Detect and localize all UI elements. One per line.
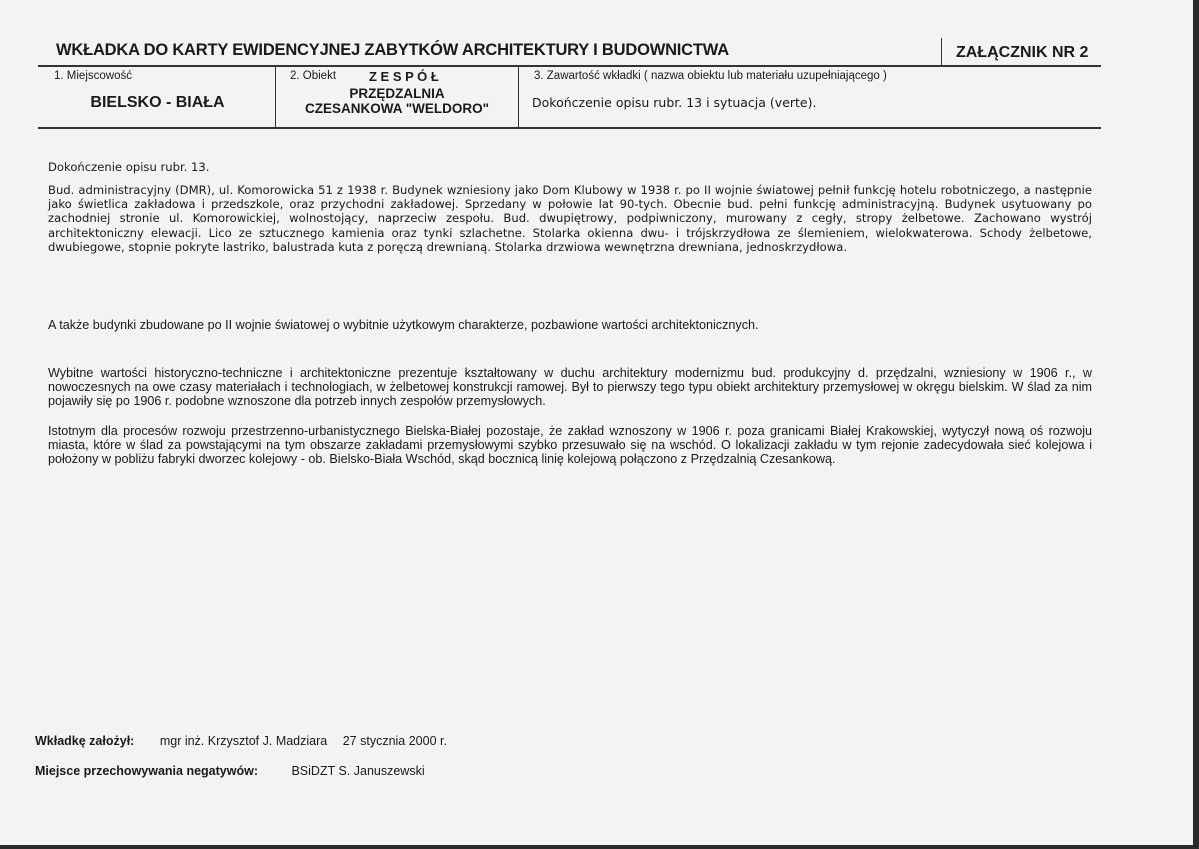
form-title: WKŁADKA DO KARTY EWIDENCYJNEJ ZABYTKÓW ARCHITEKTURY I BUDOWNICTWA — [56, 41, 729, 59]
header-rule-bottom — [38, 127, 1101, 129]
object-value-line1: Z E S P Ó Ł — [369, 69, 439, 84]
body-heading: Dokończenie opisu rubr. 13. — [48, 160, 210, 174]
object-value-line3: CZESANKOWA "WELDORO" — [304, 101, 490, 116]
annex-number: ZAŁĄCZNIK NR 2 — [956, 44, 1089, 61]
date: 27 stycznia 2000 r. — [342, 734, 447, 748]
object-label: 2. Obiekt — [290, 70, 337, 82]
object-value-line2: PRZĘDZALNIA — [349, 86, 445, 101]
object-value — [278, 86, 516, 116]
title-divider — [941, 38, 942, 66]
author-label: Wkładkę założył: — [35, 734, 135, 748]
author-value: mgr inż. Krzysztof J. Madziara — [159, 734, 328, 748]
locality-label: 1. Miejscowość — [54, 70, 132, 82]
locality-value: BIELSKO - BIAŁA — [90, 94, 225, 111]
author-row — [35, 734, 447, 748]
scan-edge-bottom — [0, 845, 1199, 849]
content-label: 3. Zawartość wkładki ( nazwa obiektu lub materiału uzupełniającego ) — [534, 70, 887, 82]
negatives-row — [35, 764, 425, 778]
column-divider — [518, 66, 519, 128]
scan-edge-right — [1193, 0, 1199, 849]
content-value: Dokończenie opisu rubr. 13 i sytuacja (verte). — [532, 95, 817, 110]
body-paragraph: Wybitne wartości historyczno-techniczne i architektoniczne prezentuje kształtowany w duchu architektury modernizmu bud. produkcyjny d. przędzalni, wzniesiony w 1906 r., w nowoczesnych na owe czasy materiałach i technologiach, w żelbetowej konstrukcji ramowej. Był to pierwszy tego typu obiekt architektury przemysłowej w okręgu bielskim. W ślad za nim pojawiły się po 1906 r. podobne wznoszone dla potrzeb innych zespołów przemysłowych. — [48, 366, 1092, 409]
column-divider — [275, 66, 276, 128]
body-paragraph: A także budynki zbudowane po II wojnie światowej o wybitnie użytkowym charakterze, pozbawione wartości architektonicznych. — [48, 318, 759, 332]
body-paragraph: Istotnym dla procesów rozwoju przestrzenno-urbanistycznego Bielska-Białej pozostaje, że zakład wznoszony w 1906 r. poza granicami Białej Krakowskiej, wytyczył nową oś rozwoju miasta, które w ślad za powstającymi na tym obszarze zakładami przemysłowymi szybko przesuwało się na wschód. O lokalizacji zakładu w tym rejonie zadecydowała sieć kolejowa i położony w pobliżu fabryki dworzec kolejowy - ob. Bielsko-Biała Wschód, skąd bocznicą linię kolejową połączono z Przędzalnią Czesankową. — [48, 424, 1092, 467]
negatives-label: Miejsce przechowywania negatywów: — [35, 764, 258, 778]
body-paragraph: Bud. administracyjny (DMR), ul. Komorowicka 51 z 1938 r. Budynek wzniesiony jako Dom Klubowy w 1938 r. po II wojnie światowej pełnił funkcję hotelu robotniczego, a następnie jako świetlica zakładowa i przedszkole, oraz przychodni zakładowej. Sprzedany w połowie lat 90-tych. Obecnie bud. pełni funkcję administracyjną. Budynek usytuowany po zachodniej stronie ul. Komorowickiej, wolnostojący, naprzeciw zespołu. Bud. dwupiętrowy, podpiwniczony, murowany z cegły, stropy żelbetowe. Zachowano wystrój architektoniczny elewacji. Lico ze sztucznego kamienia oraz tynki szlachetne. Stolarka okienna dwu- i trójskrzydłowa ze ślemieniem, wielokwaterowa. Schody żelbetowe, dwubiegowe, stopnie pokryte lastriko, balustrada kuta z poręczą drewnianą. Stolarka drzwiowa wewnętrzna drewniana, jednoskrzydłowa. — [48, 183, 1092, 254]
negatives-value: BSiDZT S. Januszewski — [291, 764, 425, 778]
header-rule-top — [38, 65, 1101, 67]
